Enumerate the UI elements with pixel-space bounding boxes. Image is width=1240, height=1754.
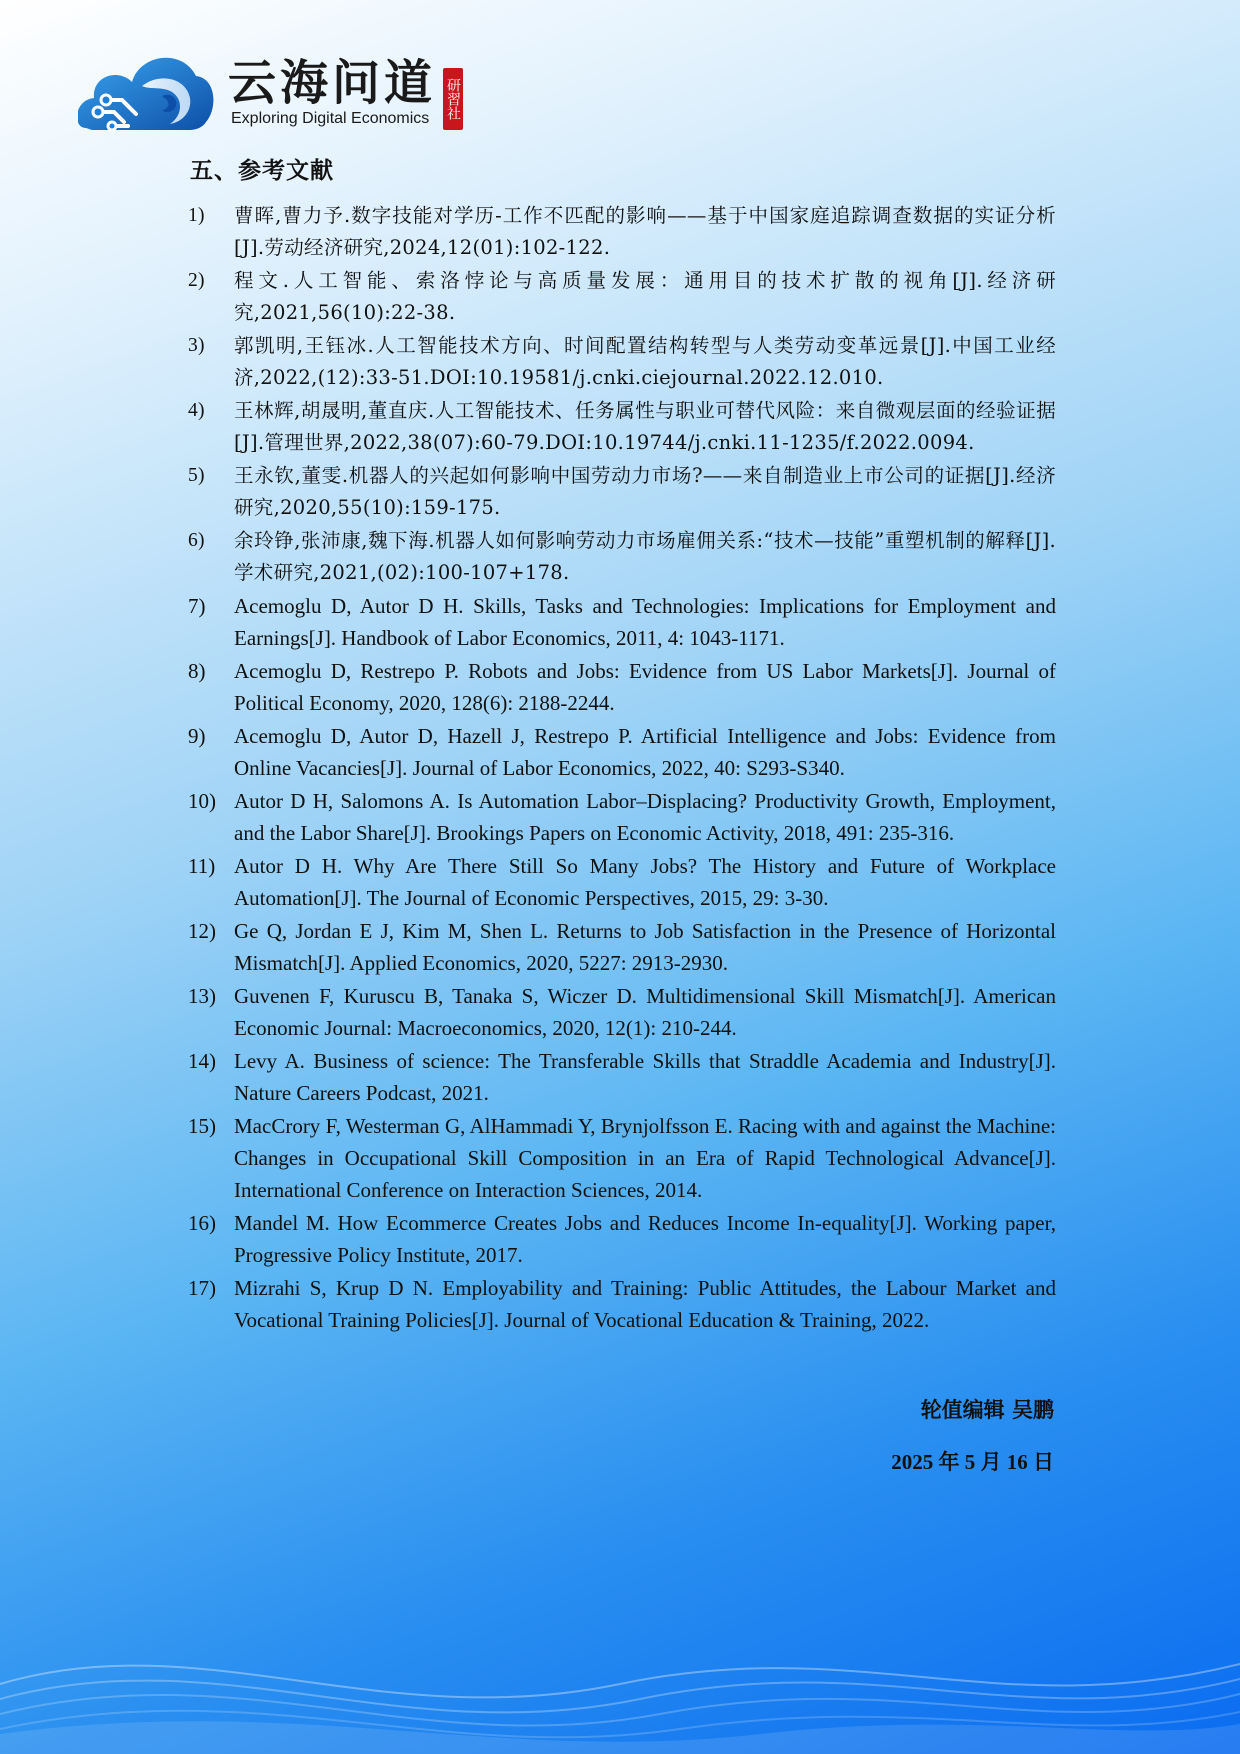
reference-text: Mandel M. How Ecommerce Creates Jobs and Reduces Income In-equality[J]. Working paper, Progressive Policy Institute, 2017.: [234, 1211, 1056, 1267]
reference-text: Acemoglu D, Restrepo P. Robots and Jobs: Evidence from US Labor Markets[J]. Journal of Political Economy, 2020, 128(6): 2188-2244.: [234, 659, 1056, 715]
reference-item: [188, 395, 1056, 459]
reference-number: 2): [188, 270, 205, 291]
reference-item: [188, 655, 1056, 719]
reference-text: MacCrory F, Westerman G, AlHammadi Y, Brynjolfsson E. Racing with and against the Machine: Changes in Occupational Skill Composition in an Era of Rapid Technological Advance[J]. International Conference on Interaction Sciences, 2014.: [234, 1114, 1056, 1202]
reference-number: 7): [188, 594, 206, 618]
reference-text: Acemoglu D, Autor D H. Skills, Tasks and Technologies: Implications for Employment and Earnings[J]. Handbook of Labor Economics, 2011, 4: 1043-1171.: [234, 594, 1056, 650]
reference-text: 余玲铮,张沛康,魏下海.机器人如何影响劳动力市场雇佣关系:“技术—技能”重塑机制的解释[J].学术研究,2021,(02):100-107+178.: [234, 529, 1056, 584]
logo-seal: 研習社: [443, 68, 463, 130]
reference-text: Ge Q, Jordan E J, Kim M, Shen L. Returns to Job Satisfaction in the Presence of Horizontal Mismatch[J]. Applied Economics, 2020, 5227: 2913-2930.: [234, 919, 1056, 975]
reference-text: 程文.人工智能、索洛悖论与高质量发展：通用目的技术扩散的视角[J].经济研究,2021,56(10):22-38.: [234, 269, 1056, 324]
reference-text: Mizrahi S, Krup D N. Employability and Training: Public Attitudes, the Labour Market and Vocational Training Policies[J]. Journal of Vocational Education & Training, 2022.: [234, 1276, 1056, 1332]
reference-item: [188, 850, 1056, 914]
reference-list: [188, 200, 1056, 1337]
wave-decoration: [0, 1534, 1240, 1754]
reference-number: 13): [188, 984, 216, 1008]
section-title: 五、参考文献: [190, 157, 334, 184]
reference-text: Guvenen F, Kuruscu B, Tanaka S, Wiczer D. Multidimensional Skill Mismatch[J]. American Economic Journal: Macroeconomics, 2020, 12(1): 210-244.: [234, 984, 1056, 1040]
reference-number: 15): [188, 1114, 216, 1138]
cloud-circuit-icon: [78, 42, 218, 134]
reference-number: 8): [188, 659, 206, 683]
reference-item: [188, 785, 1056, 849]
publish-date: 2025 年 5 月 16 日: [891, 1450, 1054, 1474]
reference-text: 王林辉,胡晟明,董直庆.人工智能技术、任务属性与职业可替代风险：来自微观层面的经验证据[J].管理世界,2022,38(07):60-79.DOI:10.19744/j.cnki.11-1235/f.2022.0094.: [234, 399, 1056, 454]
reference-item: [188, 265, 1056, 329]
reference-number: 9): [188, 724, 206, 748]
reference-item: [188, 200, 1056, 264]
reference-number: 10): [188, 789, 216, 813]
reference-number: 17): [188, 1276, 216, 1300]
logo-title: 云海问道: [228, 55, 437, 111]
reference-text: Autor D H, Salomons A. Is Automation Labor–Displacing? Productivity Growth, Employment, and the Labor Share[J]. Brookings Papers on Economic Activity, 2018, 491: 235-316.: [234, 789, 1056, 845]
reference-number: 12): [188, 919, 216, 943]
reference-item: [188, 980, 1056, 1044]
reference-number: 14): [188, 1049, 216, 1073]
reference-item: [188, 590, 1056, 654]
reference-item: [188, 1045, 1056, 1109]
reference-text: Levy A. Business of science: The Transferable Skills that Straddle Academia and Industry[J]. Nature Careers Podcast, 2021.: [234, 1049, 1056, 1105]
reference-item: [188, 1272, 1056, 1336]
reference-item: [188, 330, 1056, 394]
reference-text: Autor D H. Why Are There Still So Many Jobs? The History and Future of Workplace Automation[J]. The Journal of Economic Perspectives, 2015, 29: 3-30.: [234, 854, 1056, 910]
reference-item: [188, 1110, 1056, 1206]
reference-item: [188, 720, 1056, 784]
reference-number: 4): [188, 400, 205, 421]
reference-item: [188, 460, 1056, 524]
rotating-editor: 轮值编辑 吴鹏: [920, 1397, 1054, 1422]
brand-logo: [78, 42, 498, 134]
reference-text: 曹晖,曹力予.数字技能对学历-工作不匹配的影响——基于中国家庭追踪调查数据的实证分析[J].劳动经济研究,2024,12(01):102-122.: [234, 204, 1056, 259]
reference-text: 郭凯明,王钰冰.人工智能技术方向、时间配置结构转型与人类劳动变革远景[J].中国工业经济,2022,(12):33-51.DOI:10.19581/j.cnki.ciejournal.2022.12.010.: [234, 334, 1056, 389]
reference-number: 16): [188, 1211, 216, 1235]
reference-item: [188, 525, 1056, 589]
reference-number: 11): [188, 854, 216, 878]
reference-number: 6): [188, 530, 205, 551]
logo-subtitle: Exploring Digital Economics: [231, 110, 430, 127]
reference-number: 1): [188, 205, 205, 226]
reference-item: [188, 1207, 1056, 1271]
reference-text: Acemoglu D, Autor D, Hazell J, Restrepo P. Artificial Intelligence and Jobs: Evidence from Online Vacancies[J]. Journal of Labor Economics, 2022, 40: S293-S340.: [234, 724, 1056, 780]
reference-text: 王永钦,董雯.机器人的兴起如何影响中国劳动力市场?——来自制造业上市公司的证据[J].经济研究,2020,55(10):159-175.: [234, 464, 1056, 519]
reference-number: 5): [188, 465, 205, 486]
reference-number: 3): [188, 335, 205, 356]
reference-item: [188, 915, 1056, 979]
